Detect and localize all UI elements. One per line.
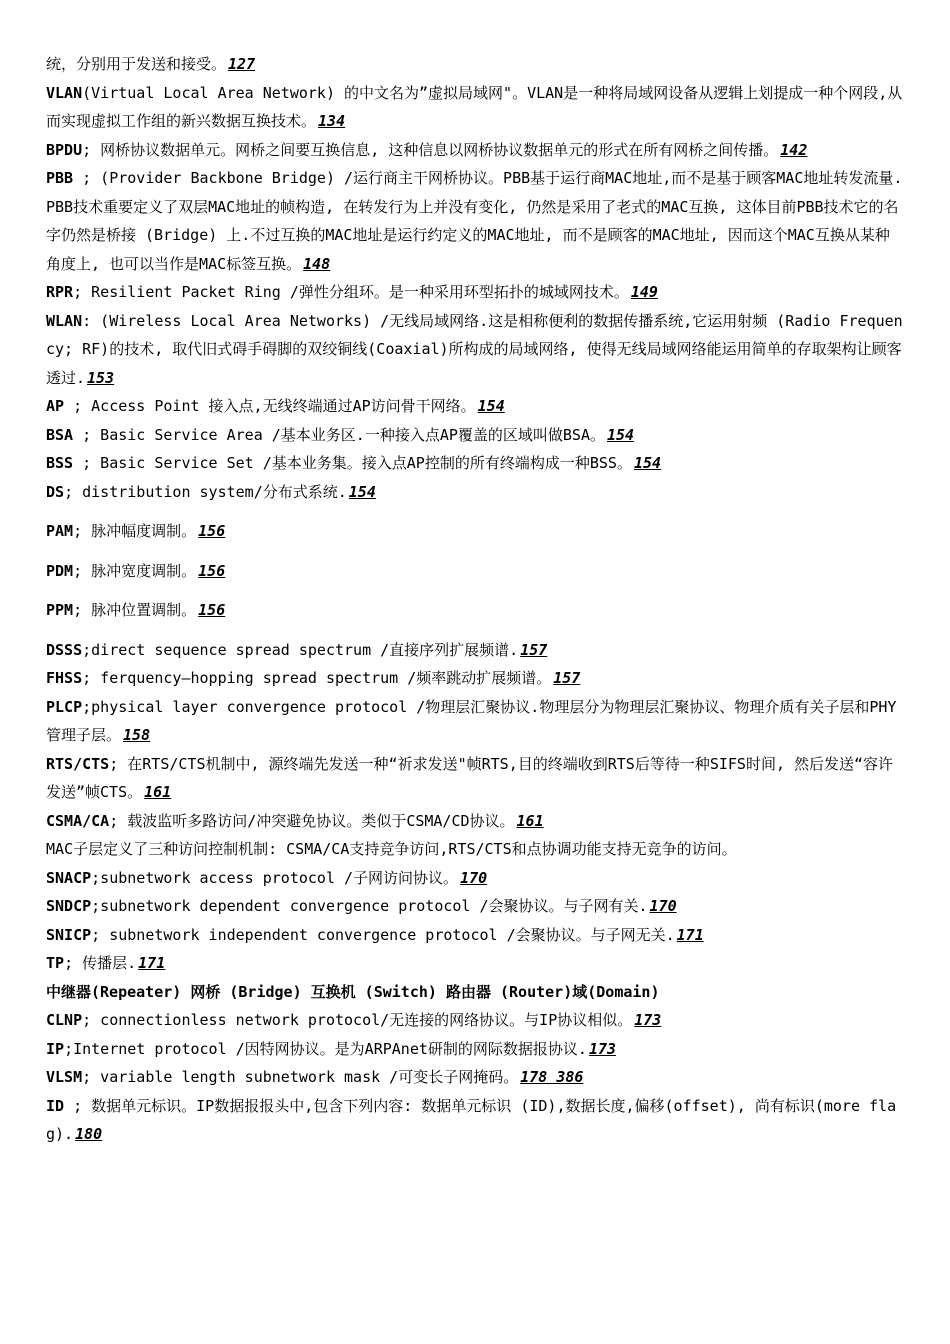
page-reference: 154 [607, 425, 635, 444]
list-item [46, 79, 904, 136]
term: VLSM [46, 1068, 83, 1086]
list-item [46, 1035, 904, 1064]
page-reference: 127 [228, 55, 256, 73]
page-reference: 149 [630, 283, 658, 301]
list-item [46, 596, 904, 625]
list-item [46, 864, 904, 893]
term: TP [46, 954, 65, 972]
page-reference: 134 [318, 112, 346, 130]
list-item [46, 693, 904, 750]
definition: ; (Provider Backbone Bridge) /运行商主干网桥协议。PBB基于运行商MAC地址,而不是基于顾客MAC地址转发流量.PBB技术重要定义了双层MAC地址的帧构造, 在转发行为上并没有变化, 仍然是采用了老式的MAC互换, 这体目前PBB技术它的名字仍然是桥接 (Bridge) 上.不过互换的MAC地址是运行约定义的MAC地址, 而不是顾客的MAC地址, 因而这个MAC互换从某种角度上, 也可以当作是MAC标签互换。 [46, 169, 903, 273]
page-reference: 170 [649, 897, 677, 915]
definition: ;direct sequence spread spectrum /直接序列扩展频谱. [82, 640, 519, 659]
definition: ; 脉冲幅度调制。 [73, 522, 197, 540]
list-item [46, 835, 904, 864]
term: DS [46, 482, 65, 501]
definition: : (Wireless Local Area Networks) /无线局域网络.这是相称便利的数据传播系统,它运用射频 (Radio Frequency; RF)的技术, 取代旧式碍手碍脚的双绞铜线(Coaxial)所构成的局域网络, 使得无线局域网络能运用简单的存取架构让顾客透过. [46, 311, 903, 387]
list-item [46, 750, 904, 807]
term: ID [46, 1096, 65, 1115]
term: CSMA/CA [46, 811, 110, 830]
page-reference: 157 [553, 669, 581, 687]
definition: ; 传播层. [64, 954, 137, 972]
page-reference: 161 [144, 783, 172, 801]
definition: 统，分别用于发送和接受。 [46, 55, 227, 73]
list-item [46, 949, 904, 978]
page-reference: 157 [520, 640, 548, 659]
page-reference: 178 386 [520, 1068, 584, 1086]
term: PPM [46, 601, 74, 619]
term: SNICP [46, 925, 92, 944]
list-item [46, 449, 904, 478]
page-reference: 154 [633, 454, 662, 472]
list-item [46, 278, 904, 307]
page-reference: 156 [198, 601, 226, 619]
list-item [46, 421, 904, 450]
definition: ; 载波监听多路访问/冲突避免协议。类似于CSMA/CD协议。 [109, 811, 515, 830]
definition: ; 脉冲位置调制。 [73, 601, 197, 619]
definition: ; 脉冲宽度调制。 [73, 561, 197, 580]
list-item [46, 478, 904, 507]
definition: ;Internet protocol /因特网协议。是为ARPAnet研制的网际数据报协议. [64, 1039, 587, 1058]
definition: ; Basic Service Area /基本业务区.一种接入点AP覆盖的区域叫做BSA。 [73, 425, 605, 444]
list-item [46, 664, 904, 693]
term: WLAN [46, 311, 83, 330]
list-item [46, 136, 904, 165]
definition: MAC子层定义了三种访问控制机制: CSMA/CA支持竞争访问,RTS/CTS和点协调功能支持无竞争的访问。 [46, 840, 737, 858]
definition: ; Basic Service Set /基本业务集。接入点AP控制的所有终端构成一种BSS。 [73, 454, 632, 472]
page-reference: 171 [676, 925, 704, 944]
definition: ; variable length subnetwork mask /可变长子网掩码。 [82, 1068, 519, 1086]
term: SNDCP [46, 897, 92, 915]
page-reference: 180 [75, 1125, 103, 1143]
definition: ; 数据单元标识。IP数据报报头中,包含下列内容: 数据单元标识 (ID),数据长度,偏移(offset), 尚有标识(more flag). [46, 1096, 897, 1143]
list-item [46, 392, 904, 421]
page-reference: 173 [588, 1039, 617, 1058]
page-reference: 171 [138, 954, 166, 972]
list-item [46, 807, 904, 836]
definition: ; subnetwork independent convergence protocol /会聚协议。与子网无关. [91, 925, 675, 944]
term: BPDU [46, 140, 83, 159]
list-item [46, 517, 904, 546]
list-item [46, 164, 904, 278]
page-reference: 154 [348, 482, 376, 501]
term: BSA [46, 425, 74, 444]
list-item [46, 50, 904, 79]
term: IP [46, 1039, 65, 1058]
definition: ; Access Point 接入点,无线终端通过AP访问骨干网络。 [64, 397, 476, 415]
list-item [46, 636, 904, 665]
term: CLNP [46, 1011, 83, 1029]
term: PLCP [46, 697, 83, 716]
page-reference: 148 [303, 254, 331, 273]
list-item [46, 1006, 904, 1035]
definition: ; 在RTS/CTS机制中, 源终端先发送一种“祈求发送"帧RTS,目的终端收到RTS后等待一种SIFS时间, 然后发送“容许发送”帧CTS。 [46, 754, 894, 801]
definition: ; Resilient Packet Ring /弹性分组环。是一种采用环型拓扑的城域网技术。 [73, 283, 629, 301]
definition: ;physical layer convergence protocol /物理层汇聚协议.物理层分为物理层汇聚协议、物理介质有关子层和PHY管理子层。 [46, 697, 897, 744]
term: VLAN [46, 83, 83, 102]
definition: ; distribution system/分布式系统. [64, 482, 347, 501]
term: RPR [46, 283, 74, 301]
page-reference: 142 [780, 140, 808, 159]
term: SNACP [46, 868, 92, 887]
page-reference: 158 [123, 726, 151, 744]
list-item [46, 1063, 904, 1092]
term: PAM [46, 522, 74, 540]
definition: ;subnetwork dependent convergence protocol /会聚协议。与子网有关. [91, 897, 648, 915]
page-reference: 173 [634, 1011, 662, 1029]
definition: ;subnetwork access protocol /子网访问协议。 [91, 868, 459, 887]
term: RTS/CTS [46, 754, 110, 773]
definition: ; ferquency—hopping spread spectrum /频率跳动扩展频谱。 [82, 669, 552, 687]
list-item [46, 1092, 904, 1149]
term: PBB [46, 169, 74, 187]
term: FHSS [46, 669, 83, 687]
page-reference: 156 [198, 561, 226, 580]
page-reference: 154 [477, 397, 505, 415]
page-reference: 161 [516, 811, 544, 830]
page-reference: 170 [460, 868, 488, 887]
definition: ; 网桥协议数据单元。网桥之间要互换信息, 这种信息以网桥协议数据单元的形式在所有网桥之间传播。 [82, 140, 779, 159]
list-item [46, 978, 904, 1007]
list-item [46, 921, 904, 950]
list-item [46, 892, 904, 921]
term: PDM [46, 561, 74, 580]
definition: ; connectionless network protocol/无连接的网络协议。与IP协议相似。 [82, 1011, 633, 1029]
term: 中继器(Repeater) 网桥 (Bridge) 互换机 (Switch) 路由器 (Router)域(Domain) [46, 982, 660, 1001]
list-item [46, 307, 904, 393]
list-item [46, 557, 904, 586]
term: DSSS [46, 640, 83, 659]
term: AP [46, 397, 65, 415]
term: BSS [46, 454, 74, 472]
definition: (Virtual Local Area Network) 的中文名为”虚拟局域网"。VLAN是一种将局域网设备从逻辑上划提成一种个网段,从而实现虚拟工作组的新兴数据互换技术。 [46, 83, 903, 130]
page-reference: 156 [198, 522, 226, 540]
page-reference: 153 [87, 368, 115, 387]
